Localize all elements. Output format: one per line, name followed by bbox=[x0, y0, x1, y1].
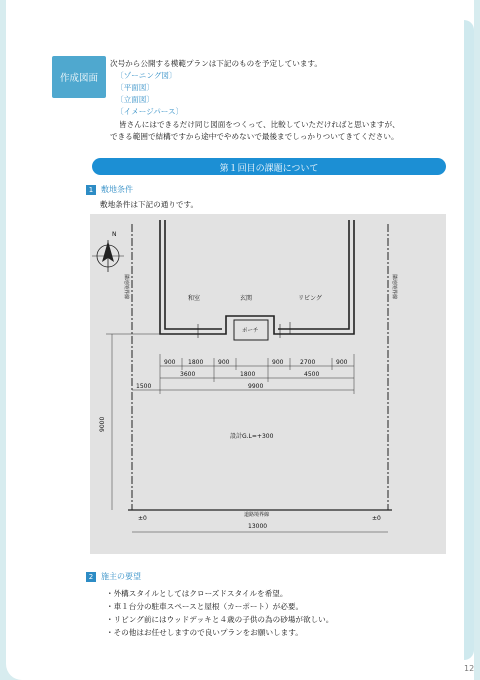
dim-1800-a: 1800 bbox=[188, 359, 204, 366]
room-wa-label: 和室 bbox=[188, 295, 201, 302]
section1-heading: 敷地条件 bbox=[101, 185, 133, 194]
site-plan-drawing bbox=[90, 214, 446, 554]
room-living-label: リビング bbox=[298, 295, 322, 302]
section1-number: 1 bbox=[86, 185, 96, 195]
request-bullet-1: ・外構スタイルとしてはクローズドスタイルを希望。 bbox=[106, 589, 288, 598]
dim-9000: 9000 bbox=[99, 416, 106, 432]
request-bullet-2: ・車１台分の駐車スペースと屋根（カーポート）が必要。 bbox=[106, 602, 304, 611]
intro-line: 次号から公開する模範プランは下記のものを予定しています。 bbox=[110, 59, 323, 68]
room-genkan-label: 玄関 bbox=[240, 295, 253, 302]
page-edge-decoration bbox=[464, 20, 474, 660]
dim-900-c: 900 bbox=[272, 359, 284, 366]
intro-paragraph-1: 皆さんにはできるだけ同じ図面をつくって、比較していただければと思いますが、 bbox=[119, 120, 400, 129]
section2-heading: 施主の要望 bbox=[101, 572, 141, 581]
dim-1800-b: 1800 bbox=[240, 371, 256, 378]
dim-900-a: 900 bbox=[164, 359, 176, 366]
item-floor-plan: 〔平面図〕 bbox=[116, 83, 154, 92]
road-boundary-label: 道路境界線 bbox=[244, 512, 270, 518]
dim-900-b: 900 bbox=[218, 359, 230, 366]
item-image-perspective: 〔イメージパース〕 bbox=[116, 107, 184, 116]
dim-4500: 4500 bbox=[304, 371, 320, 378]
design-gl-label: 設計G.L=+300 bbox=[230, 433, 274, 440]
dim-2700: 2700 bbox=[300, 359, 316, 366]
page-number: 12 bbox=[464, 664, 475, 673]
dim-3600: 3600 bbox=[180, 371, 196, 378]
item-elevation: 〔立面図〕 bbox=[116, 95, 154, 104]
page bbox=[6, 0, 474, 680]
section2-number: 2 bbox=[86, 572, 96, 582]
drawing-type-label-text: 作成図面 bbox=[59, 73, 98, 84]
left-boundary-label: 隣地境界線 bbox=[123, 274, 129, 300]
right-boundary-label: 隣地境界線 bbox=[391, 274, 397, 300]
dim-1500: 1500 bbox=[136, 383, 152, 390]
request-bullet-4: ・その他はお任せしますので良いプランをお願いします。 bbox=[106, 628, 303, 637]
item-zoning: 〔ゾーニング図〕 bbox=[116, 71, 177, 80]
drawing-type-label bbox=[52, 56, 106, 98]
dim-900-d: 900 bbox=[336, 359, 348, 366]
section-banner-title: 第１回目の課題について bbox=[219, 164, 319, 174]
request-bullet-3: ・リビング前にはウッドデッキと４歳の子供の為の砂場が欲しい。 bbox=[106, 615, 334, 624]
dim-9900: 9900 bbox=[248, 383, 264, 390]
section1-text: 敷地条件は下記の通りです。 bbox=[100, 200, 199, 209]
zero-left-label: ±0 bbox=[138, 515, 147, 522]
porch-label: ポーチ bbox=[242, 328, 259, 334]
section-banner bbox=[92, 158, 446, 175]
zero-right-label: ±0 bbox=[372, 515, 381, 522]
intro-paragraph-2: できる範囲で結構ですから途中でやめないで最後までしっかりついてきてください。 bbox=[110, 132, 399, 141]
north-label: N bbox=[112, 231, 117, 238]
dim-13000: 13000 bbox=[248, 523, 268, 530]
